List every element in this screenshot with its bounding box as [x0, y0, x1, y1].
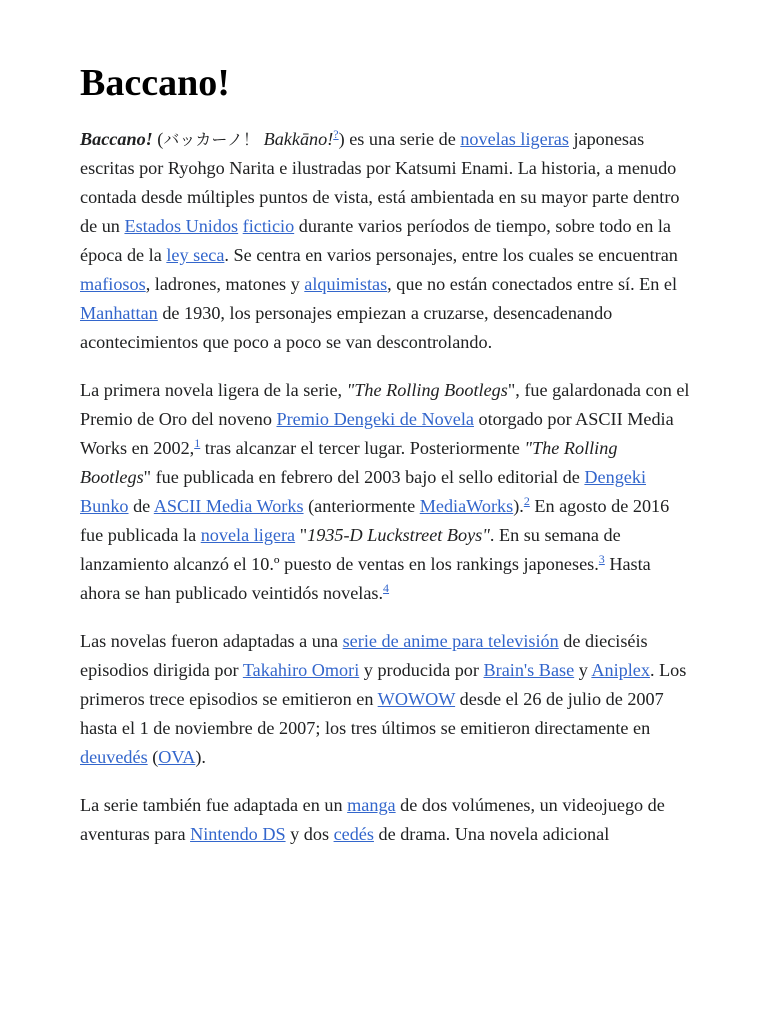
link-deuvedes[interactable]: deuvedés: [80, 747, 148, 767]
link-brains-base[interactable]: Brain's Base: [483, 660, 575, 680]
link-dengeki-bunko[interactable]: Dengeki Bunko: [80, 467, 647, 516]
link-nintendo-ds[interactable]: Nintendo DS: [190, 824, 286, 844]
paragraph-novels: La primera novela ligera de la serie, "The Rolling Bootlegs", fue galardonada con el Premio de Oro del noveno Premio Dengeki de Novela otorgado por ASCII Media Works en 2002,$^1$ tras alcanzar el tercer lugar. Posteriormente "The Rolling Bootlegs" fue publicada en febrero del 2003 bajo el sello editorial de Dengeki Bunko de ASCII Media Works (anteriormente MediaWorks).$^2$ En agosto de 2016 fue publicada la novela ligera "1935-D Luckstreet Boys". En su semana de lanzamiento alcanzó el 10.º puesto de ventas en los rankings japoneses.$^3$ Hasta ahora se han publicado veintidós novelas.$^4$: [80, 380, 690, 603]
italic-title-3: 1935-D Luckstreet Boys": [307, 525, 490, 545]
ref-4[interactable]: 4: [383, 580, 390, 595]
link-wowow[interactable]: WOWOW: [377, 689, 456, 709]
link-takahiro-omori[interactable]: Takahiro Omori: [242, 660, 360, 680]
paragraph-adaptations: La serie también fue adaptada en un manga de dos volúmenes, un videojuego de aventuras para Nintendo DS y dos cedés de drama. Una novela adicional: [80, 795, 665, 844]
link-manga[interactable]: manga: [347, 795, 396, 815]
link-ova[interactable]: OVA: [158, 747, 196, 767]
link-alquimistas[interactable]: alquimistas: [304, 274, 388, 294]
link-ley-seca[interactable]: ley seca: [166, 245, 225, 265]
link-novela-ligera[interactable]: novela ligera: [200, 525, 296, 545]
link-premio-dengeki[interactable]: Premio Dengeki de Novela: [276, 409, 474, 429]
paragraph-intro: Baccano! (バッカーノ！ Bakkāno!?) es una serie de novelas ligeras japonesas escritas por Ryohgo Narita e ilustradas por Katsumi Enami. La historia, a menudo contada desde múltiples puntos de vista, está ambientada en su mayor parte dentro de un Estados Unidos ficticio durante varios períodos de tiempo, sobre todo en la época de la ley seca. Se centra en varios personajes, entre los cuales se encuentran mafiosos, ladrones, matones y alquimistas, que no están conectados entre sí. En el Manhattan de 1930, los personajes empiezan a cruzarse, desencadenando acontecimientos que poco a poco se van descontrolando.: [80, 126, 680, 352]
ref-2[interactable]: 2: [523, 493, 530, 508]
bold-title: Baccano!: [80, 129, 153, 149]
link-novelas-ligeras[interactable]: novelas ligeras: [460, 129, 569, 149]
ref-1[interactable]: 1: [194, 435, 201, 450]
link-mafiosos[interactable]: mafiosos: [80, 274, 146, 294]
link-estados-unidos[interactable]: Estados Unidos: [124, 216, 239, 236]
link-ascii-media-works[interactable]: ASCII Media Works: [153, 496, 304, 516]
link-ficticio[interactable]: ficticio: [242, 216, 295, 236]
italic-title-1: "The Rolling Bootlegs: [346, 380, 508, 400]
paragraph-anime: Las novelas fueron adaptadas a una serie de anime para televisión de dieciséis episodios dirigida por Takahiro Omori y producida por Brain's Base y Aniplex. Los primeros trece episodios se emitieron en WOWOW desde el 26 de julio de 2007 hasta el 1 de noviembre de 2007; los tres últimos se emitieron directamente en deuvedés (OVA).: [80, 631, 687, 767]
link-aniplex[interactable]: Aniplex: [591, 660, 650, 680]
link-mediaworks[interactable]: MediaWorks: [419, 496, 514, 516]
japanese-title: バッカーノ！: [163, 130, 260, 149]
link-manhattan[interactable]: Manhattan: [80, 303, 158, 323]
ref-help[interactable]: ?: [333, 126, 339, 141]
italic-title-2: "The Rolling Bootlegs: [80, 438, 618, 487]
romaji-title: Bakkāno!: [263, 129, 334, 149]
article-body: [80, 125, 690, 868]
link-serie-anime[interactable]: serie de anime para televisión: [342, 631, 559, 651]
link-cedes[interactable]: cedés: [333, 824, 374, 844]
ref-3[interactable]: 3: [598, 551, 605, 566]
page-title: Baccano!: [80, 62, 230, 104]
